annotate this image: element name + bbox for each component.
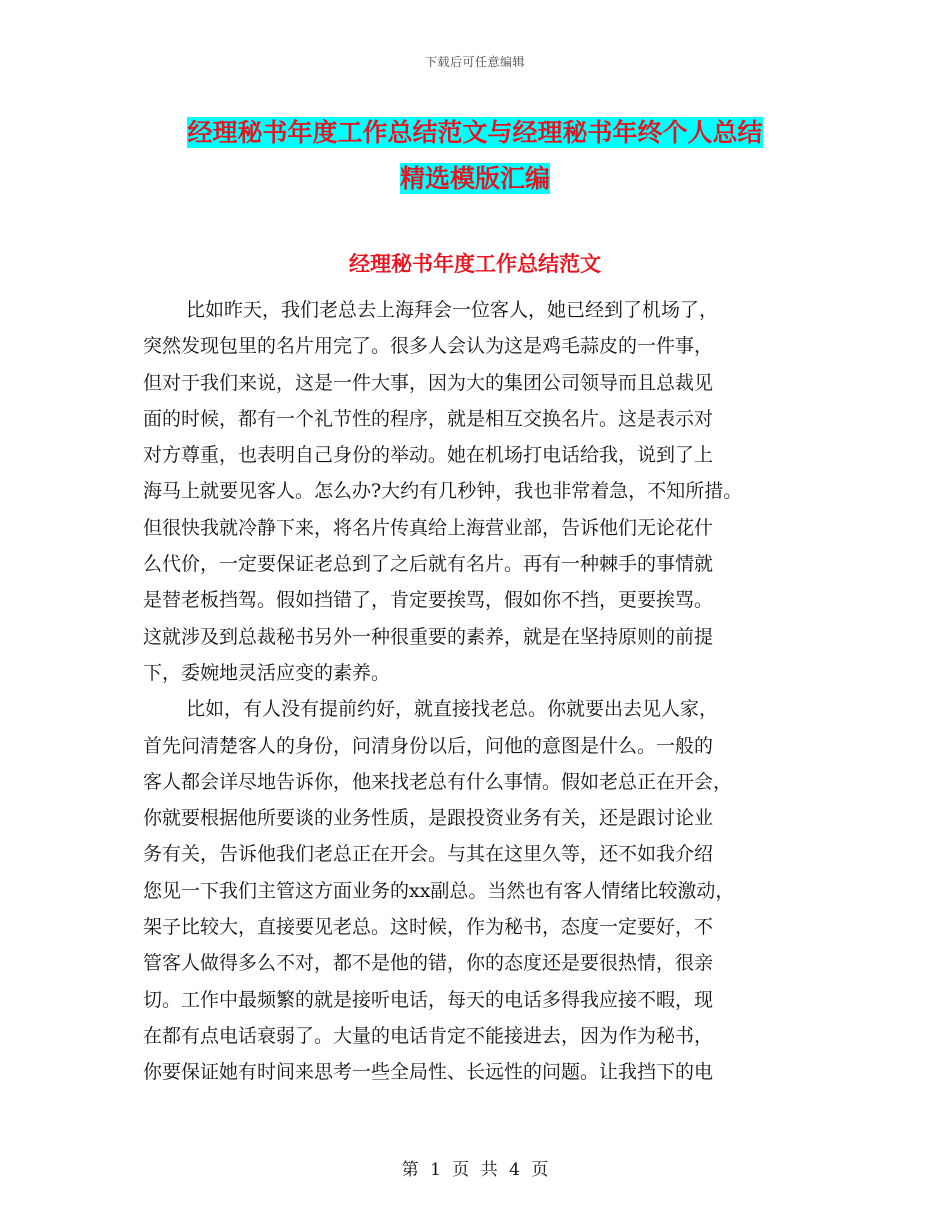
paragraph-2-line: 你就要根据他所要谈的业务性质，是跟投资业务有关，还是跟讨论业	[143, 807, 714, 830]
paragraph-2-line: 在都有点电话衰弱了。大量的电话肯定不能接进去，因为作为秘书，	[143, 1024, 714, 1047]
paragraph-1-line: 对方尊重，也表明自己身份的举动。她在机场打电话给我，说到了上	[143, 444, 714, 467]
paragraph-1-line: 突然发现包里的名片用完了。很多人会认为这是鸡毛蒜皮的一件事，	[143, 335, 714, 358]
paragraph-2-line: 首先问清楚客人的身份，问清身份以后，问他的意图是什么。一般的	[143, 734, 714, 757]
paragraph-2-line: 客人都会详尽地告诉你，他来找老总有什么事情。假如老总正在开会，	[143, 770, 733, 793]
header-note: 下载后可任意编辑	[424, 55, 525, 69]
paragraph-1-line: 但很快我就冷静下来，将名片传真给上海营业部，告诉他们无论花什	[143, 516, 714, 539]
paragraph-2-line: 架子比较大，直接要见老总。这时候，作为秘书，态度一定要好，不	[143, 916, 714, 939]
paragraph-1-line: 下，委婉地灵活应变的素养。	[143, 661, 391, 684]
paragraph-1-line: 但对于我们来说，这是一件大事，因为大的集团公司领导而且总裁见	[143, 371, 714, 394]
paragraph-2-line: 切。工作中最频繁的就是接听电话，每天的电话多得我应接不暇，现	[143, 988, 714, 1011]
paragraph-1-line: 是替老板挡驾。假如挡错了，肯定要挨骂，假如你不挡，更要挨骂。	[143, 589, 714, 612]
paragraph-1-line: 海马上就要见客人。怎么办?大约有几秒钟，我也非常着急，不知所措。	[143, 480, 743, 503]
paragraph-2-line: 你要保证她有时间来思考一些全局性、长远性的问题。让我挡下的电	[143, 1061, 714, 1084]
paragraph-1-line: 面的时候，都有一个礼节性的程序，就是相互交换名片。这是表示对	[143, 407, 714, 430]
paragraph-2-line: 您见一下我们主管这方面业务的xx副总。当然也有客人情绪比较激动，	[143, 879, 735, 902]
page-number-footer: 第 1 页 共 4 页	[401, 1160, 549, 1180]
title-line-2: 精选模版汇编	[399, 164, 550, 193]
paragraph-2-line: 管客人做得多么不对，都不是他的错，你的态度还是要很热情，很亲	[143, 952, 714, 975]
body-text	[143, 292, 803, 1091]
paragraph-1-line: 比如昨天，我们老总去上海拜会一位客人，她已经到了机场了，	[186, 299, 719, 321]
title-line-1: 经理秘书年度工作总结范文与经理秘书年终个人总结	[187, 118, 763, 147]
paragraph-2-line: 务有关，告诉他我们老总正在开会。与其在这里久等，还不如我介绍	[143, 843, 714, 866]
document-title	[0, 110, 950, 202]
section-title: 经理秘书年度工作总结范文	[349, 252, 601, 276]
paragraph-2-line: 比如，有人没有提前约好，就直接找老总。你就要出去见人家，	[186, 698, 719, 721]
paragraph-1-line: 么代价，一定要保证老总到了之后就有名片。再有一种棘手的事情就	[143, 553, 714, 576]
paragraph-1-line: 这就涉及到总裁秘书另外一种很重要的素养，就是在坚持原则的前提	[143, 625, 714, 648]
